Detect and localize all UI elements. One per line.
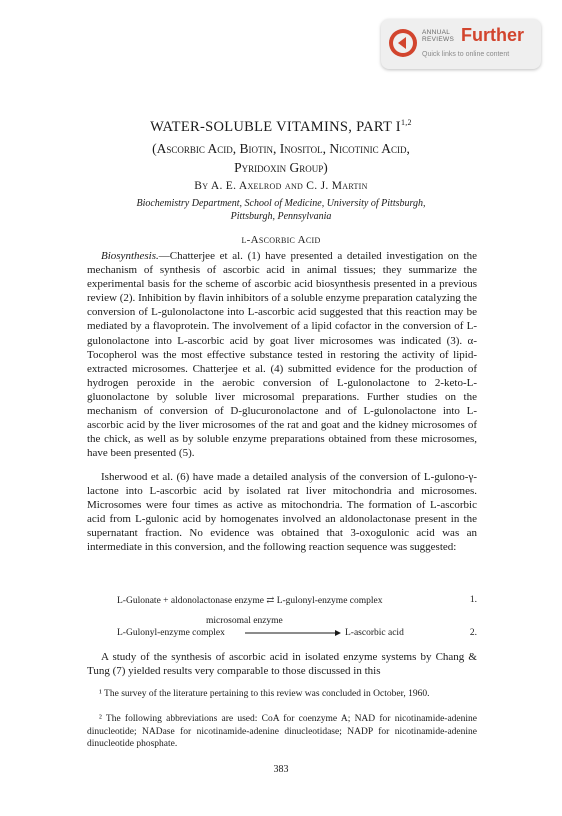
title-footnote-marks: 1,2 bbox=[400, 118, 412, 127]
annual-reviews-further-badge[interactable] bbox=[381, 19, 541, 69]
paragraph-2: Isherwood et al. (6) have made a detailed analysis of the conversion of L-gulono-γ-lactone into L-ascorbic acid by isolated rat liver mitochondria and microsomes. Microsomes were four times as active as mitochondria. The formation of L-ascorbic acid from L-gulonic acid by homogenates involved an aldonolactonase present in the supernatant fraction. No evidence was obtained that 3-oxogulonic acid was an intermediate in this conversion, and the following reaction sequence was suggested: bbox=[87, 471, 477, 554]
article-title: WATER-SOLUBLE VITAMINS, PART I$^{1,2}$ bbox=[150, 118, 412, 135]
further-label: Further bbox=[461, 25, 524, 45]
article-subtitle: (Ascorbic Acid, Biotin, Inositol, Nicotinic Acid, Pyridoxin Group) bbox=[152, 141, 410, 175]
paragraph-3: A study of the synthesis of ascorbic acid in isolated enzyme systems by Chang & Tung (7) yielded results very comparable to those discussed in this bbox=[87, 651, 477, 678]
paragraph-1: Biosynthesis.—Chatterjee et al. (1) have presented a detailed investigation on the mechanism of synthesis of ascorbic acid in animal tissues; they summarize the experimental basis for the scheme of ascorbic acid biosynthesis presented in a previous review (2). Inhibition by flavin inhibitors of a soluble enzyme preparation catalyzing the conversion of L-gulonolactone into L-ascorbic acid suggested that this reaction may be mediated by a flavoprotein. The involvement of a lipid cofactor in the conversion of L-gulonolactone into L-ascorbic acid by goat liver microsomes was indicated (3). α-Tocopherol was the most effective substance tested in restoring the activity of lipid-extracted microsomes. Chatterjee et al. (4) submitted evidence for the production of hydrogen peroxide in the aerobic conversion of L-gulonolactone to 2-keto-L-gluonolactone by soluble liver microsomal preparations. Further studies on the mechanism of conversion of D-glucuronolactone and of L-gulonolactone into L-ascorbic acid by the liver microsomes of the rat and goat and the kidney microsomes of the chick, as well as by soluble enzyme preparations obtained from these microsomes, have been presented (5). bbox=[87, 250, 477, 460]
equation-2-catalyst: microsomal enzyme bbox=[206, 616, 283, 626]
equation-1-number: 1. bbox=[469, 595, 477, 605]
body-text bbox=[87, 249, 477, 580]
further-logo-icon bbox=[388, 28, 418, 58]
authors: By A. E. Axelrod and C. J. Martin bbox=[194, 180, 368, 192]
paragraph-1-lead: Biosynthesis. bbox=[101, 250, 159, 262]
page-number: 383 bbox=[273, 764, 289, 775]
equation-2-number: 2. bbox=[469, 628, 477, 638]
footnote-2: ² The following abbreviations are used: CoA for coenzyme A; NAD for nicotinamide-adenine dinucleotide; NADase for nicotinamide-adenine dinucleotidase; NADP for nicotinamide-adenine dinucleotide phosphate. bbox=[87, 714, 477, 749]
section-heading: l-Ascorbic Acid bbox=[241, 234, 321, 246]
footnote-1: ¹ The survey of the literature pertaining to this review was concluded in October, 1960. bbox=[99, 689, 430, 699]
reaction-arrow-icon bbox=[245, 628, 341, 638]
further-tagline: Quick links to online content bbox=[422, 51, 510, 58]
annual-reviews-label: ANNUAL REVIEWS bbox=[422, 29, 455, 43]
affiliation: Biochemistry Department, School of Medicine, University of Pittsburgh, Pittsburgh, Pennsylvania bbox=[136, 198, 426, 222]
